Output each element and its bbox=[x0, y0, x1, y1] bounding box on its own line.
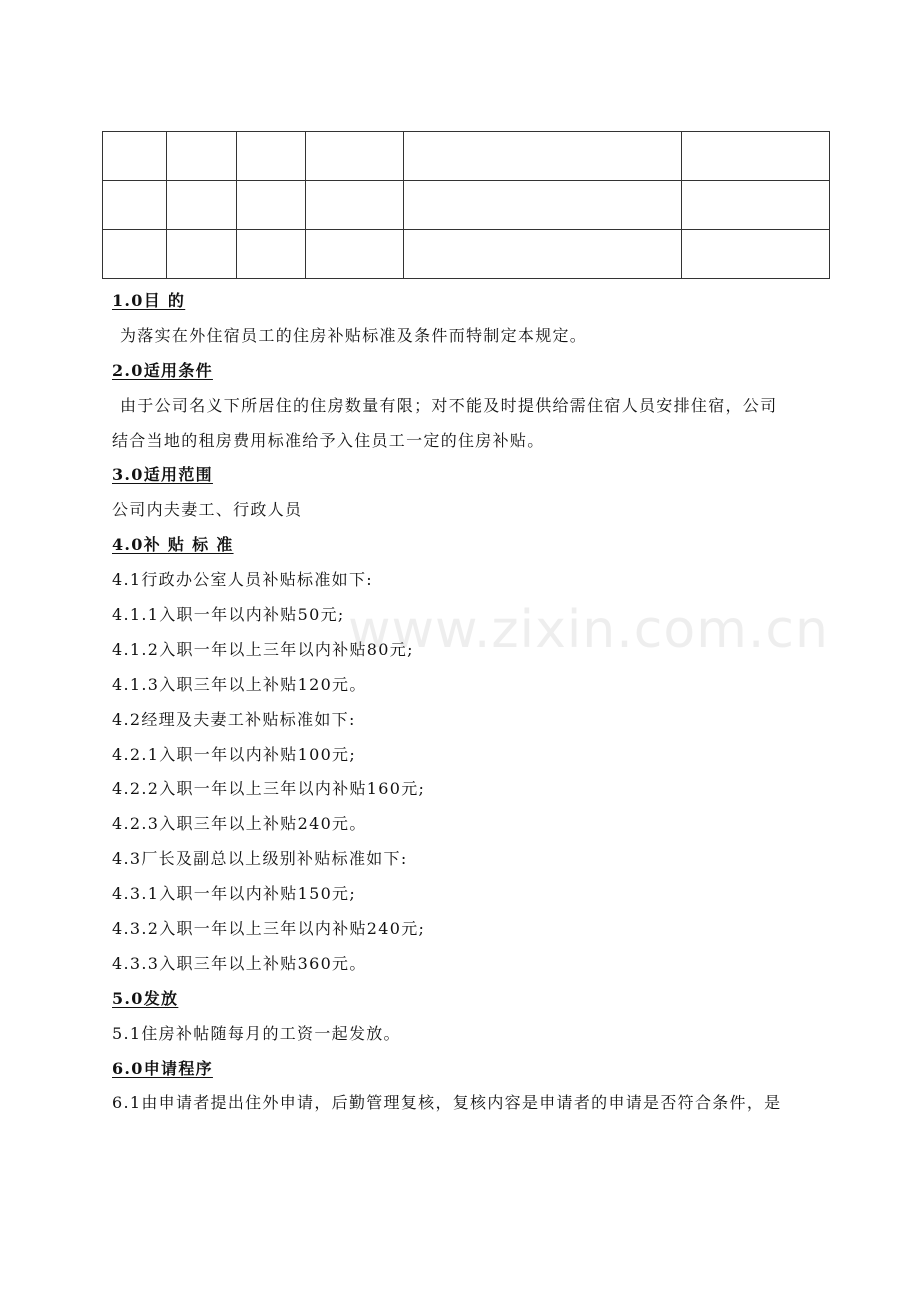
table-cell bbox=[306, 132, 404, 181]
list-item: 4.3.3入职三年以上补贴360元。 bbox=[112, 953, 367, 973]
table-cell bbox=[404, 181, 682, 230]
table-row bbox=[103, 181, 830, 230]
section-heading-scope: 3.0适用范围 bbox=[112, 465, 213, 485]
list-item: 4.2经理及夫妻工补贴标准如下: bbox=[112, 709, 356, 729]
list-item: 4.1.3入职三年以上补贴120元。 bbox=[112, 674, 367, 694]
table-cell bbox=[306, 230, 404, 279]
table-cell bbox=[682, 181, 830, 230]
list-item: 4.3.2入职一年以上三年以内补贴240元; bbox=[112, 919, 426, 939]
table-cell bbox=[404, 230, 682, 279]
list-item: 5.1住房补帖随每月的工资一起发放。 bbox=[112, 1023, 401, 1043]
list-item: 4.1行政办公室人员补贴标准如下: bbox=[112, 570, 373, 590]
table-cell bbox=[167, 132, 237, 181]
paragraph: 为落实在外住宿员工的住房补贴标准及条件而特制定本规定。 bbox=[120, 325, 588, 345]
list-item: 4.1.2入职一年以上三年以内补贴80元; bbox=[112, 639, 414, 659]
table-cell bbox=[103, 132, 167, 181]
table-cell bbox=[404, 132, 682, 181]
table-cell bbox=[167, 230, 237, 279]
header-table bbox=[102, 131, 830, 279]
section-heading-purpose: 1.0目 的 bbox=[112, 291, 186, 310]
table-cell bbox=[237, 181, 306, 230]
table-cell bbox=[682, 230, 830, 279]
list-item: 4.2.2入职一年以上三年以内补贴160元; bbox=[112, 779, 426, 799]
table-cell bbox=[306, 181, 404, 230]
section-heading-conditions: 2.0适用条件 bbox=[112, 360, 213, 380]
list-item: 4.2.1入职一年以内补贴100元; bbox=[112, 744, 357, 764]
table-cell bbox=[682, 132, 830, 181]
paragraph: 公司内夫妻工、行政人员 bbox=[112, 500, 303, 520]
watermark: www.zixin.com.cn bbox=[348, 600, 829, 660]
table-cell bbox=[167, 181, 237, 230]
section-heading-procedure: 6.0申请程序 bbox=[112, 1058, 213, 1078]
table-cell bbox=[237, 132, 306, 181]
table-row bbox=[103, 132, 830, 181]
section-heading-standard: 4.0补 贴 标 准 bbox=[112, 535, 234, 555]
table-cell bbox=[237, 230, 306, 279]
table-cell bbox=[103, 181, 167, 230]
list-item: 6.1由申请者提出住外申请，后勤管理复核，复核内容是申请者的申请是否符合条件，是 bbox=[112, 1093, 782, 1113]
list-item: 4.2.3入职三年以上补贴240元。 bbox=[112, 814, 367, 834]
section-heading-payment: 5.0发放 bbox=[112, 988, 179, 1008]
document-body bbox=[112, 284, 824, 1121]
list-item: 4.1.1入职一年以内补贴50元; bbox=[112, 605, 345, 625]
list-item: 4.3.1入职一年以内补贴150元; bbox=[112, 884, 357, 904]
paragraph: 结合当地的租房费用标准给予入住员工一定的住房补贴。 bbox=[112, 430, 545, 450]
table-cell bbox=[103, 230, 167, 279]
table-row bbox=[103, 230, 830, 279]
paragraph: 由于公司名义下所居住的住房数量有限；对不能及时提供给需住宿人员安排住宿，公司 bbox=[120, 395, 778, 415]
list-item: 4.3厂长及副总以上级别补贴标准如下: bbox=[112, 849, 408, 869]
